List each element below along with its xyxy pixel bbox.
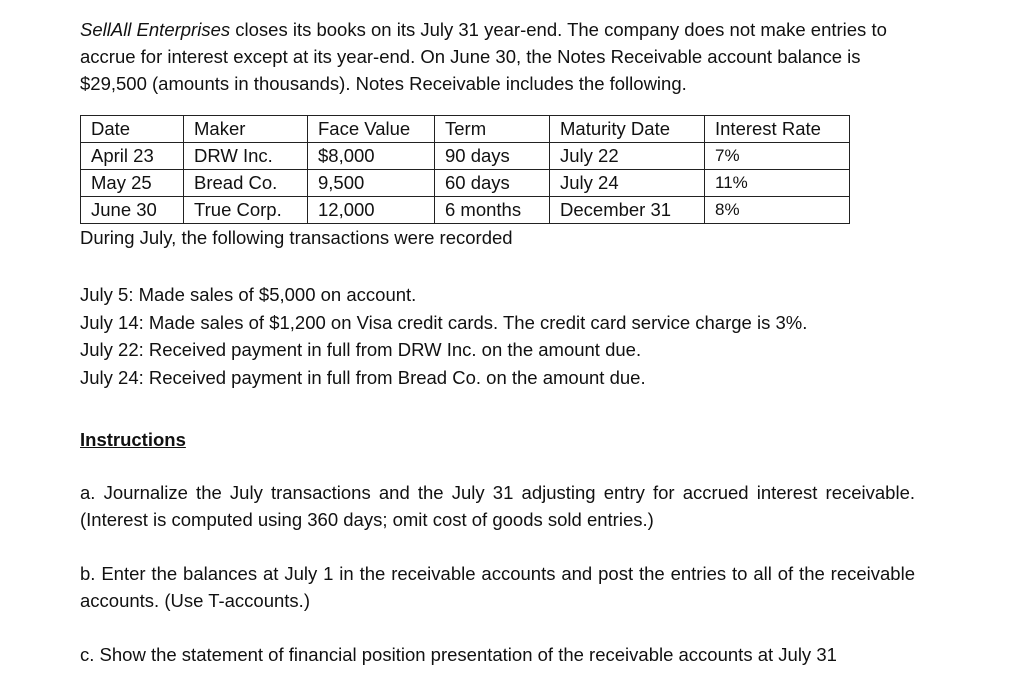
instruction-b: b. Enter the balances at July 1 in the receivable accounts and post the entries to all of the receivable accounts. (Use T-accounts.) xyxy=(80,563,915,611)
cell-face-value: 12,000 xyxy=(308,197,435,224)
cell-maker: DRW Inc. xyxy=(184,143,308,170)
cell-maker: Bread Co. xyxy=(184,170,308,197)
transactions-intro: During July, the following transactions were recorded xyxy=(80,227,513,248)
cell-date: May 25 xyxy=(81,170,184,197)
intro-paragraph xyxy=(80,16,915,97)
notes-receivable-table xyxy=(80,115,850,224)
cell-maturity-date: December 31 xyxy=(550,197,705,224)
header-term: Term xyxy=(435,116,550,143)
table-row xyxy=(81,143,850,170)
document-page xyxy=(80,16,915,668)
cell-term: 90 days xyxy=(435,143,550,170)
cell-maturity-date: July 22 xyxy=(550,143,705,170)
header-interest-rate: Interest Rate xyxy=(705,116,850,143)
instruction-c: c. Show the statement of financial position presentation of the receivable accounts at July 31 xyxy=(80,644,837,665)
instruction-a: a. Journalize the July transactions and the July 31 adjusting entry for accrued interest receivable. (Interest is computed using 360 days; omit cost of goods sold entries.) xyxy=(80,482,915,530)
header-date: Date xyxy=(81,116,184,143)
cell-date: April 23 xyxy=(81,143,184,170)
transaction-item: July 5: Made sales of $5,000 on account. xyxy=(80,284,417,305)
intro-text: closes its books on its July 31 year-end. The company does not make entries to accrue for interest except at its year-end. On June 30, the Notes Receivable account balance is $29,500 (amounts in thousands). Notes Receivable includes the following. xyxy=(80,19,887,94)
table-row xyxy=(81,170,850,197)
header-face-value: Face Value xyxy=(308,116,435,143)
header-maturity-date: Maturity Date xyxy=(550,116,705,143)
cell-term: 60 days xyxy=(435,170,550,197)
cell-face-value: $8,000 xyxy=(308,143,435,170)
cell-maturity-date: July 24 xyxy=(550,170,705,197)
cell-interest-rate: 8% xyxy=(705,197,850,224)
table-row xyxy=(81,197,850,224)
cell-maker: True Corp. xyxy=(184,197,308,224)
cell-face-value: 9,500 xyxy=(308,170,435,197)
transaction-item: July 22: Received payment in full from DRW Inc. on the amount due. xyxy=(80,339,642,360)
transactions-list xyxy=(80,281,915,391)
header-maker: Maker xyxy=(184,116,308,143)
cell-date: June 30 xyxy=(81,197,184,224)
transaction-item: July 14: Made sales of $1,200 on Visa credit cards. The credit card service charge is 3%. xyxy=(80,311,808,333)
instructions-heading: Instructions xyxy=(80,429,186,450)
company-name: SellAll Enterprises xyxy=(80,19,231,40)
cell-interest-rate: 11% xyxy=(705,170,850,197)
transaction-item: July 24: Received payment in full from Bread Co. on the amount due. xyxy=(80,366,646,388)
cell-interest-rate: 7% xyxy=(705,143,850,170)
table-header-row xyxy=(81,116,850,143)
cell-term: 6 months xyxy=(435,197,550,224)
